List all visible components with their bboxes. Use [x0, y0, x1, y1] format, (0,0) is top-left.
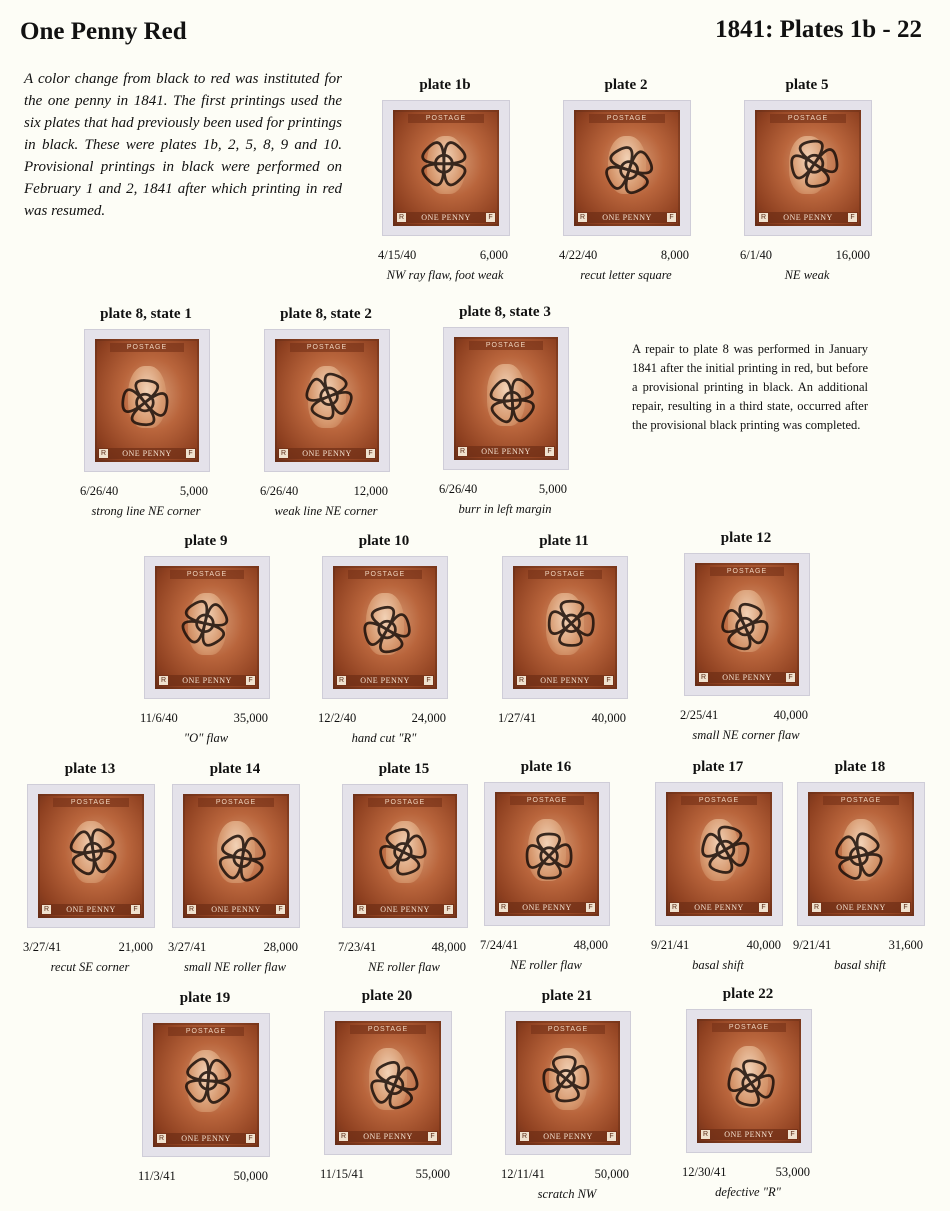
penny-red-stamp [495, 792, 599, 916]
stamp-value-text: ONE PENNY [278, 448, 376, 459]
penny-red-stamp [513, 566, 617, 689]
stamp-value-text: ONE PENNY [698, 672, 796, 683]
stamp-mount [484, 782, 610, 926]
stamp-value-text: ONE PENNY [338, 1131, 438, 1142]
stamp-postage-text: POSTAGE [168, 1027, 244, 1036]
issue-date: 12/2/40 [318, 711, 357, 725]
printing-quantity: 55,000 [415, 1167, 450, 1181]
stamp-letter-left: R [521, 1133, 528, 1140]
flaw-description: weak line NE corner [274, 504, 378, 518]
penny-red-stamp [335, 1021, 441, 1145]
stamp-letter-right: F [786, 673, 795, 682]
penny-red-stamp [333, 566, 437, 689]
maltese-cross-cancel-icon [38, 794, 144, 918]
stamp-letter-left: R [760, 214, 767, 221]
plate-label: plate 12 [720, 530, 772, 546]
stamp-postage-text: POSTAGE [350, 1025, 426, 1034]
penny-red-stamp [393, 110, 499, 226]
stamp-value-text: ONE PENNY [158, 675, 256, 686]
penny-red-stamp [516, 1021, 620, 1145]
stamp-letter-right: F [246, 1134, 255, 1143]
plate-label: plate 9 [184, 533, 228, 549]
penny-red-stamp [695, 563, 799, 686]
stamp-mount [563, 100, 691, 236]
flaw-description: NE roller flaw [510, 958, 582, 972]
stamp-letter-left: R [671, 904, 678, 911]
stamp-value-text: ONE PENNY [156, 1133, 256, 1144]
maltese-cross-cancel-icon [95, 339, 199, 462]
stamp-postage-text: POSTAGE [681, 796, 757, 805]
maltese-cross-cancel-icon [574, 110, 680, 226]
issue-date: 2/25/41 [680, 708, 719, 722]
plate-label: plate 8, state 1 [100, 306, 192, 322]
stamp-letter-right: F [848, 213, 857, 222]
penny-red-stamp [697, 1019, 801, 1143]
stamp-letter-right: F [186, 449, 195, 458]
printing-quantity: 50,000 [594, 1167, 629, 1181]
stamp-letter-right: F [246, 676, 255, 685]
maltese-cross-cancel-icon [454, 337, 558, 460]
penny-red-stamp [38, 794, 144, 918]
maltese-cross-cancel-icon [155, 566, 259, 689]
printing-quantity: 8,000 [660, 248, 689, 262]
printing-quantity: 6,000 [479, 248, 508, 262]
plate-label: plate 16 [520, 759, 572, 775]
stamp-letter-right: F [444, 905, 453, 914]
maltese-cross-cancel-icon [183, 794, 289, 918]
stamp-mount [684, 553, 810, 696]
stamp-postage-text: POSTAGE [528, 570, 603, 579]
penny-red-stamp [454, 337, 558, 460]
stamp-letter-right: F [667, 213, 676, 222]
maltese-cross-cancel-icon [697, 1019, 801, 1143]
maltese-cross-cancel-icon [275, 339, 379, 462]
stamp-letter-right: F [607, 1132, 616, 1141]
penny-red-stamp [574, 110, 680, 226]
penny-red-stamp [808, 792, 914, 916]
stamp-letter-right: F [604, 676, 613, 685]
plate-label: plate 8, state 2 [280, 306, 372, 322]
issue-date: 11/3/41 [138, 1169, 176, 1183]
plate-label: plate 14 [209, 761, 261, 777]
stamp-letter-left: R [100, 450, 107, 457]
plate-label: plate 19 [179, 990, 231, 1006]
stamp-postage-text: POSTAGE [368, 798, 443, 807]
flaw-description: strong line NE corner [91, 504, 201, 518]
stamp-postage-text: POSTAGE [712, 1023, 787, 1032]
stamp-mount [744, 100, 872, 236]
penny-red-stamp [95, 339, 199, 462]
maltese-cross-cancel-icon [808, 792, 914, 916]
maltese-cross-cancel-icon [513, 566, 617, 689]
stamp-value-text: ONE PENNY [498, 902, 596, 913]
stamp-letter-right: F [424, 676, 433, 685]
stamp-postage-text: POSTAGE [770, 114, 846, 123]
stamp-value-text: ONE PENNY [41, 904, 141, 915]
maltese-cross-cancel-icon [695, 563, 799, 686]
issue-date: 6/26/40 [80, 484, 119, 498]
issue-date: 11/15/41 [320, 1167, 364, 1181]
stamp-mount [144, 556, 270, 699]
stamp-mount [502, 556, 628, 699]
maltese-cross-cancel-icon [516, 1021, 620, 1145]
plate8-note: A repair to plate 8 was performed in January 1841 after the initial printing in red, but before a provisional printing in black. An additional repair, resulting in a third state, occurred after the provisional black printing was completed. [632, 342, 868, 432]
flaw-description: recut SE corner [50, 960, 130, 974]
issue-date: 3/27/41 [168, 940, 207, 954]
stamp-postage-text: POSTAGE [290, 343, 365, 352]
intro-paragraph: A color change from black to red was instituted for the one penny in 1841. The first printings used the six plates that had previously been used for printings in black. These were plates 1b, 2, 5, 8, 9 and 10. Provisional printings in black were performed on February 1 and 2, 1841 after which printing in red was resumed. [24, 71, 342, 219]
stamp-postage-text: POSTAGE [170, 570, 245, 579]
stamp-postage-text: POSTAGE [348, 570, 423, 579]
stamp-letter-left: R [700, 674, 707, 681]
issue-date: 1/27/41 [498, 711, 537, 725]
penny-red-stamp [755, 110, 861, 226]
stamp-postage-text: POSTAGE [110, 343, 185, 352]
issue-date: 4/22/40 [559, 248, 598, 262]
stamp-letter-left: R [43, 906, 50, 913]
stamp-letter-right: F [131, 905, 140, 914]
stamp-postage-text: POSTAGE [823, 796, 899, 805]
stamp-value-text: ONE PENNY [186, 904, 286, 915]
stamp-mount [505, 1011, 631, 1155]
printing-quantity: 12,000 [353, 484, 388, 498]
stamp-letter-left: R [280, 450, 287, 457]
stamp-letter-left: R [459, 448, 466, 455]
stamp-value-text: ONE PENNY [356, 904, 454, 915]
issue-date: 12/11/41 [501, 1167, 545, 1181]
stamp-letter-right: F [366, 449, 375, 458]
printing-quantity: 21,000 [118, 940, 153, 954]
stamp-letter-right: F [901, 903, 910, 912]
penny-red-stamp [183, 794, 289, 918]
stamp-letter-left: R [813, 904, 820, 911]
penny-red-stamp [353, 794, 457, 918]
maltese-cross-cancel-icon [495, 792, 599, 916]
plate-label: plate 8, state 3 [459, 304, 551, 320]
stamp-value-text: ONE PENNY [336, 675, 434, 686]
stamp-postage-text: POSTAGE [531, 1025, 606, 1034]
page-subtitle: 1841: Plates 1b - 22 [715, 16, 922, 43]
plate-label: plate 11 [539, 533, 589, 549]
flaw-description: basal shift [692, 958, 744, 972]
flaw-description: small NE corner flaw [692, 728, 800, 742]
stamp-value-text: ONE PENNY [669, 902, 769, 913]
issue-date: 6/1/40 [740, 248, 772, 262]
stamp-value-text: ONE PENNY [700, 1129, 798, 1140]
stamp-letter-right: F [428, 1132, 437, 1141]
stamp-letter-right: F [788, 1130, 797, 1139]
stamp-value-text: ONE PENNY [519, 1131, 617, 1142]
stamp-letter-left: R [702, 1131, 709, 1138]
stamp-value-text: ONE PENNY [811, 902, 911, 913]
stamp-mount [797, 782, 925, 926]
plate-label: plate 17 [692, 759, 744, 775]
stamp-letter-left: R [579, 214, 586, 221]
stamp-letter-left: R [338, 677, 345, 684]
printing-quantity: 5,000 [179, 484, 208, 498]
stamp-value-text: ONE PENNY [457, 446, 555, 457]
issue-date: 3/27/41 [23, 940, 62, 954]
printing-quantity: 50,000 [233, 1169, 268, 1183]
stamp-value-text: ONE PENNY [98, 448, 196, 459]
stamp-letter-left: R [188, 906, 195, 913]
issue-date: 11/6/40 [140, 711, 178, 725]
stamp-mount [172, 784, 300, 928]
plate-label: plate 21 [541, 988, 593, 1004]
penny-red-stamp [153, 1023, 259, 1147]
penny-red-stamp [155, 566, 259, 689]
flaw-description: recut letter square [580, 268, 672, 282]
printing-quantity: 16,000 [835, 248, 870, 262]
printing-quantity: 40,000 [746, 938, 781, 952]
maltese-cross-cancel-icon [393, 110, 499, 226]
printing-quantity: 31,600 [888, 938, 923, 952]
maltese-cross-cancel-icon [333, 566, 437, 689]
stamp-letter-right: F [586, 903, 595, 912]
plate-label: plate 15 [378, 761, 430, 777]
maltese-cross-cancel-icon [666, 792, 772, 916]
stamp-value-text: ONE PENNY [577, 212, 677, 223]
printing-quantity: 48,000 [431, 940, 466, 954]
stamp-letter-left: R [160, 677, 167, 684]
stamp-letter-right: F [486, 213, 495, 222]
flaw-description: burr in left margin [458, 502, 552, 516]
flaw-description: NW ray flaw, foot weak [386, 268, 504, 282]
plate-label: plate 20 [361, 988, 413, 1004]
stamp-postage-text: POSTAGE [510, 796, 585, 805]
issue-date: 9/21/41 [651, 938, 690, 952]
printing-quantity: 40,000 [591, 711, 626, 725]
issue-date: 6/26/40 [260, 484, 299, 498]
flaw-description: small NE roller flaw [184, 960, 286, 974]
penny-red-stamp [275, 339, 379, 462]
plate-label: plate 2 [604, 77, 648, 93]
stamp-mount [324, 1011, 452, 1155]
stamp-letter-left: R [518, 677, 525, 684]
maltese-cross-cancel-icon [335, 1021, 441, 1145]
flaw-description: NE roller flaw [368, 960, 440, 974]
stamp-mount [382, 100, 510, 236]
stamp-mount [142, 1013, 270, 1157]
printing-quantity: 48,000 [573, 938, 608, 952]
stamp-mount [686, 1009, 812, 1153]
stamp-mount [84, 329, 210, 472]
stamp-letter-right: F [276, 905, 285, 914]
stamp-letter-right: F [759, 903, 768, 912]
flaw-description: "O" flaw [183, 731, 229, 745]
plate-label: plate 22 [722, 986, 774, 1002]
issue-date: 6/26/40 [439, 482, 478, 496]
page-title: One Penny Red [20, 18, 187, 45]
plate-label: plate 10 [358, 533, 410, 549]
stamp-letter-left: R [500, 904, 507, 911]
stamp-mount [264, 329, 390, 472]
stamp-letter-left: R [340, 1133, 347, 1140]
flaw-description: NE weak [784, 268, 830, 282]
stamp-letter-left: R [358, 906, 365, 913]
maltese-cross-cancel-icon [153, 1023, 259, 1147]
stamp-postage-text: POSTAGE [53, 798, 129, 807]
printing-quantity: 28,000 [263, 940, 298, 954]
stamp-value-text: ONE PENNY [758, 212, 858, 223]
stamp-value-text: ONE PENNY [516, 675, 614, 686]
penny-red-stamp [666, 792, 772, 916]
stamp-mount [443, 327, 569, 470]
printing-quantity: 24,000 [411, 711, 446, 725]
printing-quantity: 5,000 [538, 482, 567, 496]
stamp-postage-text: POSTAGE [408, 114, 484, 123]
stamp-postage-text: POSTAGE [710, 567, 785, 576]
stamp-postage-text: POSTAGE [469, 341, 544, 350]
issue-date: 12/30/41 [682, 1165, 727, 1179]
issue-date: 7/24/41 [480, 938, 519, 952]
printing-quantity: 35,000 [233, 711, 268, 725]
maltese-cross-cancel-icon [353, 794, 457, 918]
printing-quantity: 53,000 [775, 1165, 810, 1179]
plate-label: plate 5 [785, 77, 829, 93]
stamp-mount [322, 556, 448, 699]
plate-label: plate 18 [834, 759, 886, 775]
flaw-description: hand cut "R" [351, 731, 417, 745]
stamp-letter-left: R [398, 214, 405, 221]
stamp-letter-left: R [158, 1135, 165, 1142]
stamp-postage-text: POSTAGE [589, 114, 665, 123]
stamp-letter-right: F [545, 447, 554, 456]
stamp-value-text: ONE PENNY [396, 212, 496, 223]
flaw-description: defective "R" [715, 1185, 781, 1199]
flaw-description: scratch NW [537, 1187, 597, 1201]
stamp-mount [655, 782, 783, 926]
issue-date: 4/15/40 [378, 248, 417, 262]
stamp-mount [342, 784, 468, 928]
flaw-description: basal shift [834, 958, 886, 972]
issue-date: 7/23/41 [338, 940, 377, 954]
stamp-postage-text: POSTAGE [198, 798, 274, 807]
printing-quantity: 40,000 [773, 708, 808, 722]
plate-label: plate 1b [419, 77, 471, 93]
plate-label: plate 13 [64, 761, 116, 777]
issue-date: 9/21/41 [793, 938, 832, 952]
maltese-cross-cancel-icon [755, 110, 861, 226]
stamp-mount [27, 784, 155, 928]
